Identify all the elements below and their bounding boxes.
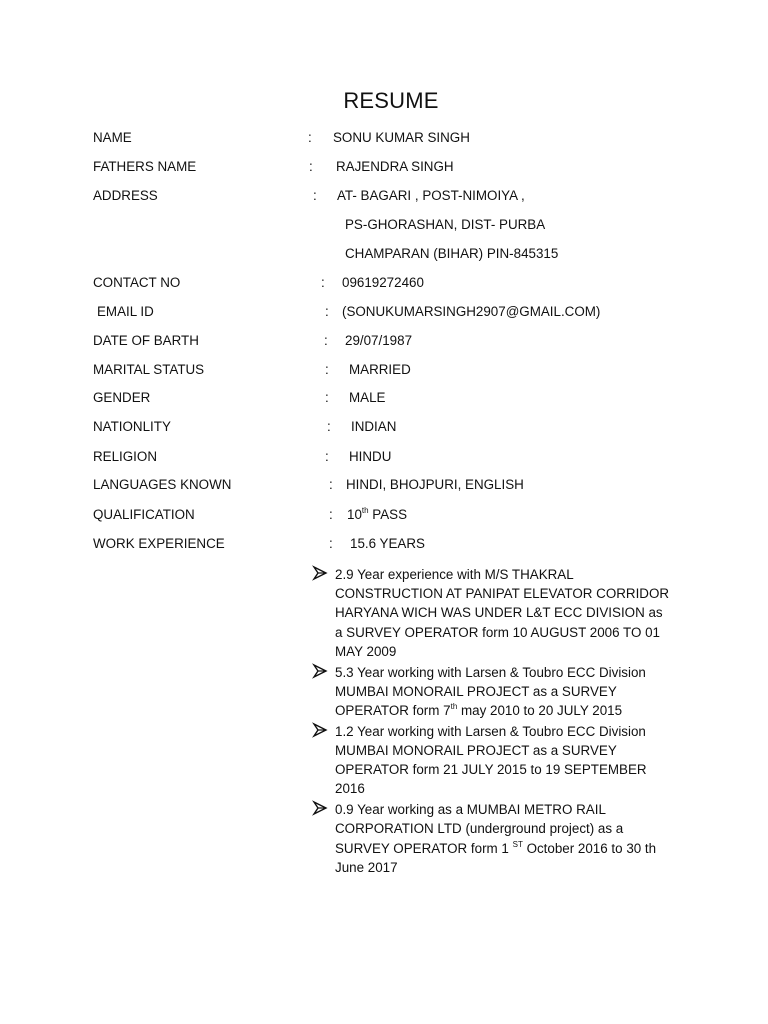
field-colon: :	[308, 130, 312, 145]
field-label: EMAIL ID	[97, 304, 154, 319]
field-value: 15.6 YEARS	[350, 536, 425, 551]
field-value: MALE	[349, 390, 386, 405]
field-label: DATE OF BARTH	[93, 333, 199, 348]
field-value: INDIAN	[351, 419, 397, 434]
field-colon: :	[309, 159, 313, 174]
field-value: HINDU	[349, 449, 392, 464]
field-label: RELIGION	[93, 449, 157, 464]
field-label: FATHERS NAME	[93, 159, 197, 174]
field-label: NAME	[93, 130, 132, 145]
field-colon: :	[329, 536, 333, 551]
field-label: LANGUAGES KNOWN	[93, 477, 232, 492]
arrow-bullet-icon	[312, 663, 328, 679]
experience-item	[312, 663, 672, 721]
field-colon: :	[325, 449, 329, 464]
experience-text: 2.9 Year experience with M/S THAKRAL CONSTRUCTION AT PANIPAT ELEVATOR CORRIDOR HARYANA WICH WAS UNDER L&T ECC DIVISION as a SURVEY OPERATOR form 10 AUGUST 2006 TO 01 MAY 2009	[335, 567, 670, 659]
experience-item	[312, 800, 672, 877]
field-label: QUALIFICATION	[93, 507, 195, 522]
experience-superscript: th	[450, 702, 458, 712]
qualification-suffix: PASS	[368, 507, 408, 522]
experience-list	[312, 565, 672, 879]
experience-item	[312, 722, 672, 799]
field-label: NATIONLITY	[93, 419, 171, 434]
field-label: ADDRESS	[93, 188, 158, 203]
field-label: CONTACT NO	[93, 275, 181, 290]
field-colon: :	[321, 275, 325, 290]
experience-item	[312, 565, 672, 661]
experience-text: 5.3 Year working with Larsen & Toubro ECC Division MUMBAI MONORAIL PROJECT as a SURVEY OPERATOR form 7	[335, 664, 646, 719]
arrow-bullet-icon	[312, 722, 328, 738]
arrow-bullet-icon	[312, 800, 328, 816]
page-title: RESUME	[343, 88, 439, 113]
field-colon: :	[325, 362, 329, 377]
field-colon: :	[325, 304, 329, 319]
field-value: PS-GHORASHAN, DIST- PURBA	[345, 217, 546, 232]
field-value: CHAMPARAN (BIHAR) PIN-845315	[345, 246, 559, 261]
field-colon: :	[325, 390, 329, 405]
field-colon: :	[329, 507, 333, 522]
field-value	[347, 507, 407, 523]
field-value: AT- BAGARI , POST-NIMOIYA ,	[337, 188, 525, 203]
field-value: RAJENDRA SINGH	[336, 159, 454, 174]
field-label: MARITAL STATUS	[93, 362, 205, 377]
field-value: HINDI, BHOJPURI, ENGLISH	[346, 477, 524, 492]
experience-text: 0.9 Year working as a MUMBAI METRO RAIL CORPORATION LTD (underground project) as a SURVEY OPERATOR form 1	[335, 802, 624, 856]
field-colon: :	[327, 419, 331, 434]
field-colon: :	[313, 188, 317, 203]
field-colon: :	[324, 333, 328, 348]
field-label: WORK EXPERIENCE	[93, 536, 225, 551]
experience-text: 1.2 Year working with Larsen & Toubro ECC Division MUMBAI MONORAIL PROJECT as a SURVEY OPERATOR form 21 JULY 2015 to 19 SEPTEMBER 2016	[335, 723, 647, 797]
experience-superscript: ST	[512, 839, 523, 849]
qualification-superscript: th	[361, 506, 369, 515]
field-value: (SONUKUMARSINGH2907@GMAIL.COM)	[342, 304, 601, 319]
field-value: MARRIED	[349, 362, 411, 377]
arrow-bullet-icon	[312, 565, 328, 581]
field-value: 29/07/1987	[345, 333, 413, 348]
field-label: GENDER	[93, 390, 151, 405]
experience-text-continued: may 2010 to 20 JULY 2015	[457, 703, 623, 719]
qualification-number: 10	[347, 507, 362, 522]
field-colon: :	[329, 477, 333, 492]
experience-text-continued: October 2016 to 30 th June 2017	[335, 840, 657, 875]
field-value: 09619272460	[342, 275, 424, 290]
field-value: SONU KUMAR SINGH	[333, 130, 470, 145]
